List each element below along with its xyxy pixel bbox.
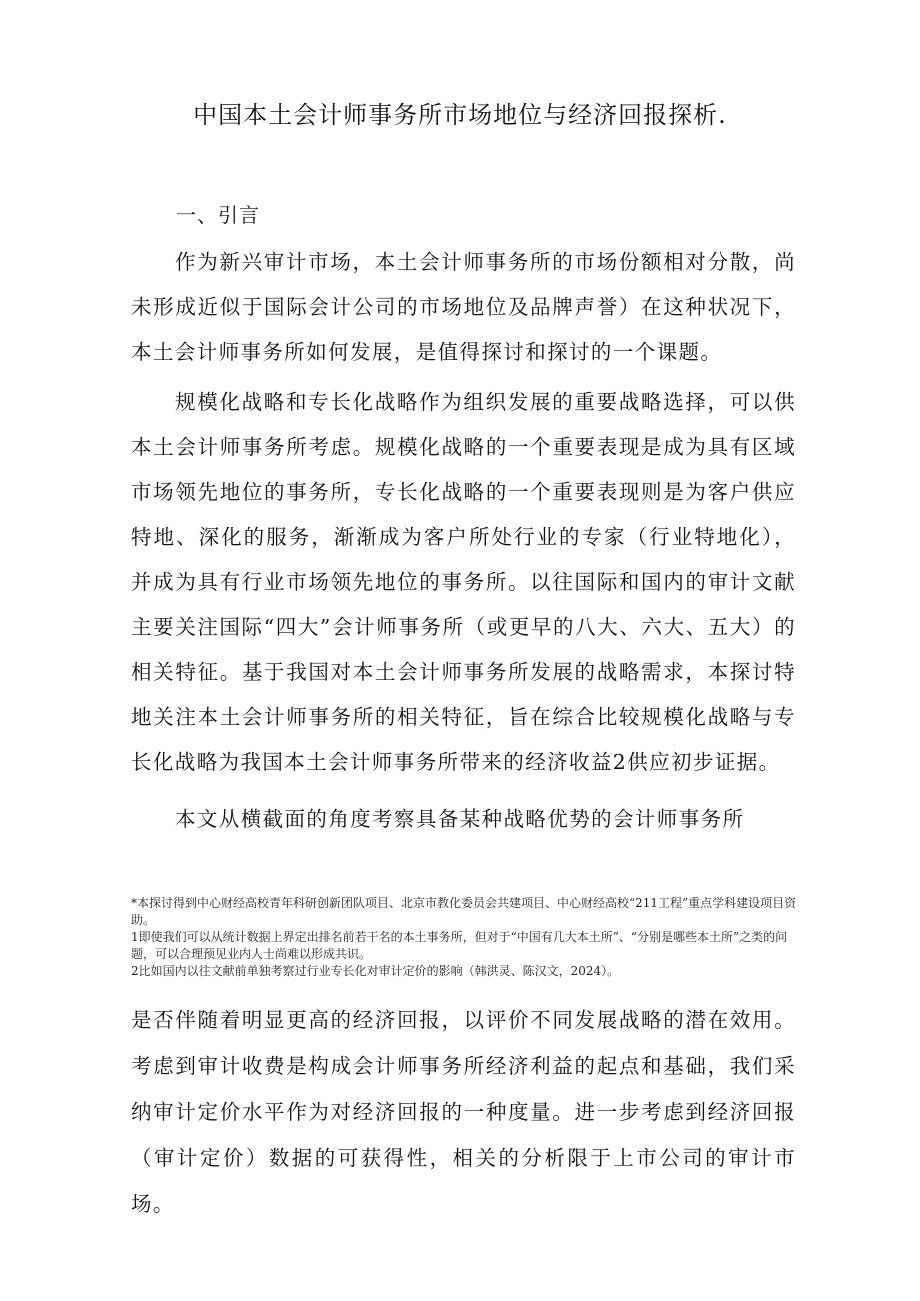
section-heading: 一、引言 — [176, 203, 260, 227]
footnotes — [131, 895, 801, 980]
footnote-1: 1即使我们可以从统计数据上界定出排名前若干名的本土事务所，但对于“中国有几大本土所”、“分别是哪些本土所”之类的问题，可以合理预见业内人士尚难以形成共识。 — [131, 930, 788, 961]
footnote-funding: *本探讨得到中心财经高校青年科研创新团队项目、北京市教化委员会共建项目、中心财经高校“211工程”重点学科建设项目资助。 — [131, 896, 797, 927]
paragraph-intro: 作为新兴审计市场，本土会计师事务所的市场份额相对分散，尚未形成近似于国际会计公司的市场地位及品牌声誉）在这种状况下，本土会计师事务所如何发展，是值得探讨和探讨的一个课题。 — [131, 250, 796, 364]
paragraph-continuation: 是否伴随着明显更高的经济回报，以评价不同发展战略的潜在效用。考虑到审计收费是构成会计师事务所经济利益的起点和基础，我们采纳审计定价水平作为对经济回报的一种度量。进一步考虑到经济回报（审计定价）数据的可获得性，相关的分析限于上市公司的审计市场。 — [131, 1008, 796, 1216]
document-title: 中国本土会计师事务所市场地位与经济回报探析. — [193, 101, 727, 129]
footnote-2: 2比如国内以往文献前单独考察过行业专长化对审计定价的影响（韩洪灵、陈汉文，2024）。 — [131, 964, 620, 978]
paragraph-strategy: 规模化战略和专长化战略作为组织发展的重要战略选择，可以供本土会计师事务所考虑。规模化战略的一个重要表现是成为具有区域市场领先地位的事务所，专长化战略的一个重要表现则是为客户供应特地、深化的服务，渐渐成为客户所处行业的专家（行业特地化），并成为具有行业市场领先地位的事务所。以往国际和国内的审计文献主要关注国际“四大”会计师事务所（或更早的八大、六大、五大）的相关特征。基于我国对本土会计师事务所发展的战略需求，本探讨特地关注本土会计师事务所的相关特征，旨在综合比较规模化战略与专长化战略为我国本土会计师事务所带来的经济收益2供应初步证据。 — [131, 390, 796, 774]
paragraph-method: 本文从横截面的角度考察具备某种战略优势的会计师事务所 — [175, 807, 745, 831]
